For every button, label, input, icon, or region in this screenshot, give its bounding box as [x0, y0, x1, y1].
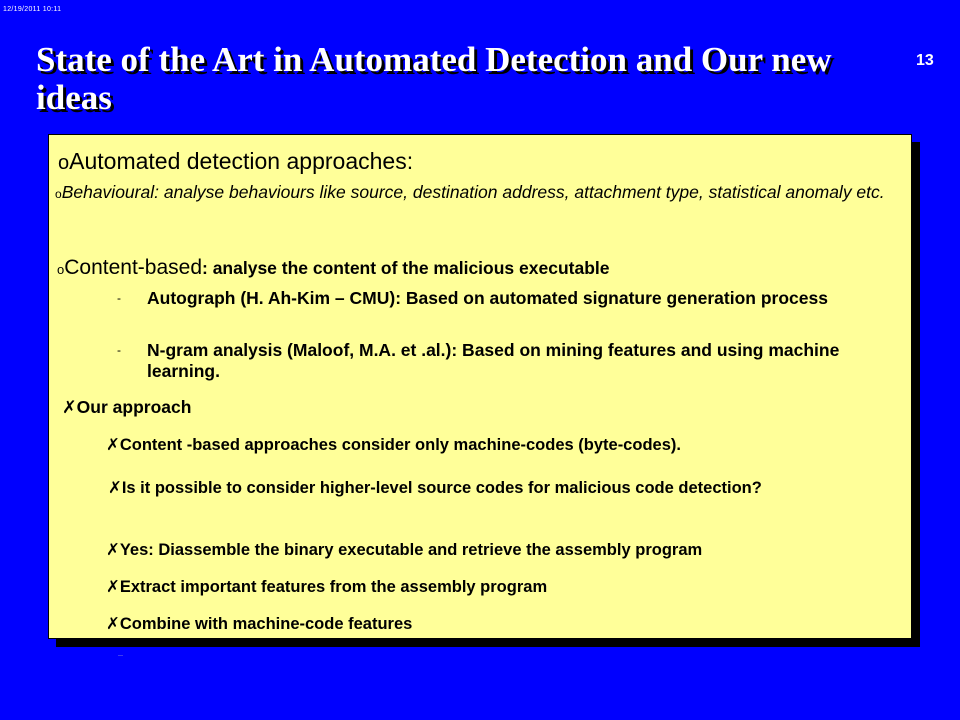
x-mark-icon: ✗ — [106, 615, 120, 633]
approach-item-text: Extract important features from the assembly program — [119, 578, 548, 596]
circle-bullet-icon: o — [57, 262, 65, 277]
approach-item-text: Is it possible to consider higher-level source codes for malicious code detection? — [121, 479, 762, 497]
x-mark-icon: ✗ — [62, 397, 77, 417]
bullet-behavioural — [55, 182, 905, 204]
content-based-label: Content-based — [64, 256, 202, 279]
slide-title: State of the Art in Automated Detection and Our new ideas — [36, 40, 832, 117]
behavioural-text: Behavioural: analyse behaviours like source, destination address, attachment type, statistical anomaly etc. — [61, 182, 885, 202]
slide-timestamp: 12/19/2011 10:11 — [3, 6, 62, 13]
approach-item-text: Yes: Diassemble the binary executable and retrieve the assembly program — [119, 541, 703, 559]
sub-item-text: N-gram analysis (Maloof, M.A. et .al.): Based on mining features and using machine learning. — [147, 340, 840, 381]
bullet-automated-detection — [58, 148, 413, 175]
sub-item-text: Autograph (H. Ah-Kim – CMU): Based on automated signature generation process — [147, 288, 828, 308]
our-approach-heading — [62, 397, 191, 418]
x-mark-icon: ✗ — [106, 541, 120, 559]
sub-item-ngram — [117, 340, 887, 382]
x-mark-icon: ✗ — [106, 436, 120, 454]
approach-item — [106, 540, 702, 560]
our-approach-label: Our approach — [76, 397, 192, 417]
approach-item — [106, 614, 412, 634]
approach-item-text: Combine with machine-code features — [119, 615, 413, 633]
automated-detection-heading: Automated detection approaches: — [69, 148, 414, 174]
content-box — [48, 134, 912, 639]
dash-bullet-icon: - — [117, 291, 121, 305]
circle-bullet-icon: o — [58, 152, 70, 174]
sub-item-autograph — [117, 288, 887, 309]
bullet-content-based — [57, 256, 609, 280]
slide-number: 13 — [916, 52, 934, 69]
dash-bullet-icon: - — [117, 343, 121, 357]
x-mark-icon: ✗ — [106, 578, 120, 596]
approach-item — [106, 577, 547, 597]
stray-mark — [118, 655, 123, 656]
approach-item-text: Content -based approaches consider only machine-codes (byte-codes). — [119, 436, 681, 454]
approach-item — [106, 435, 681, 455]
circle-bullet-icon: o — [55, 187, 62, 201]
x-mark-icon: ✗ — [108, 479, 122, 497]
approach-item — [104, 472, 864, 505]
content-based-text: : analyse the content of the malicious executable — [202, 258, 610, 278]
